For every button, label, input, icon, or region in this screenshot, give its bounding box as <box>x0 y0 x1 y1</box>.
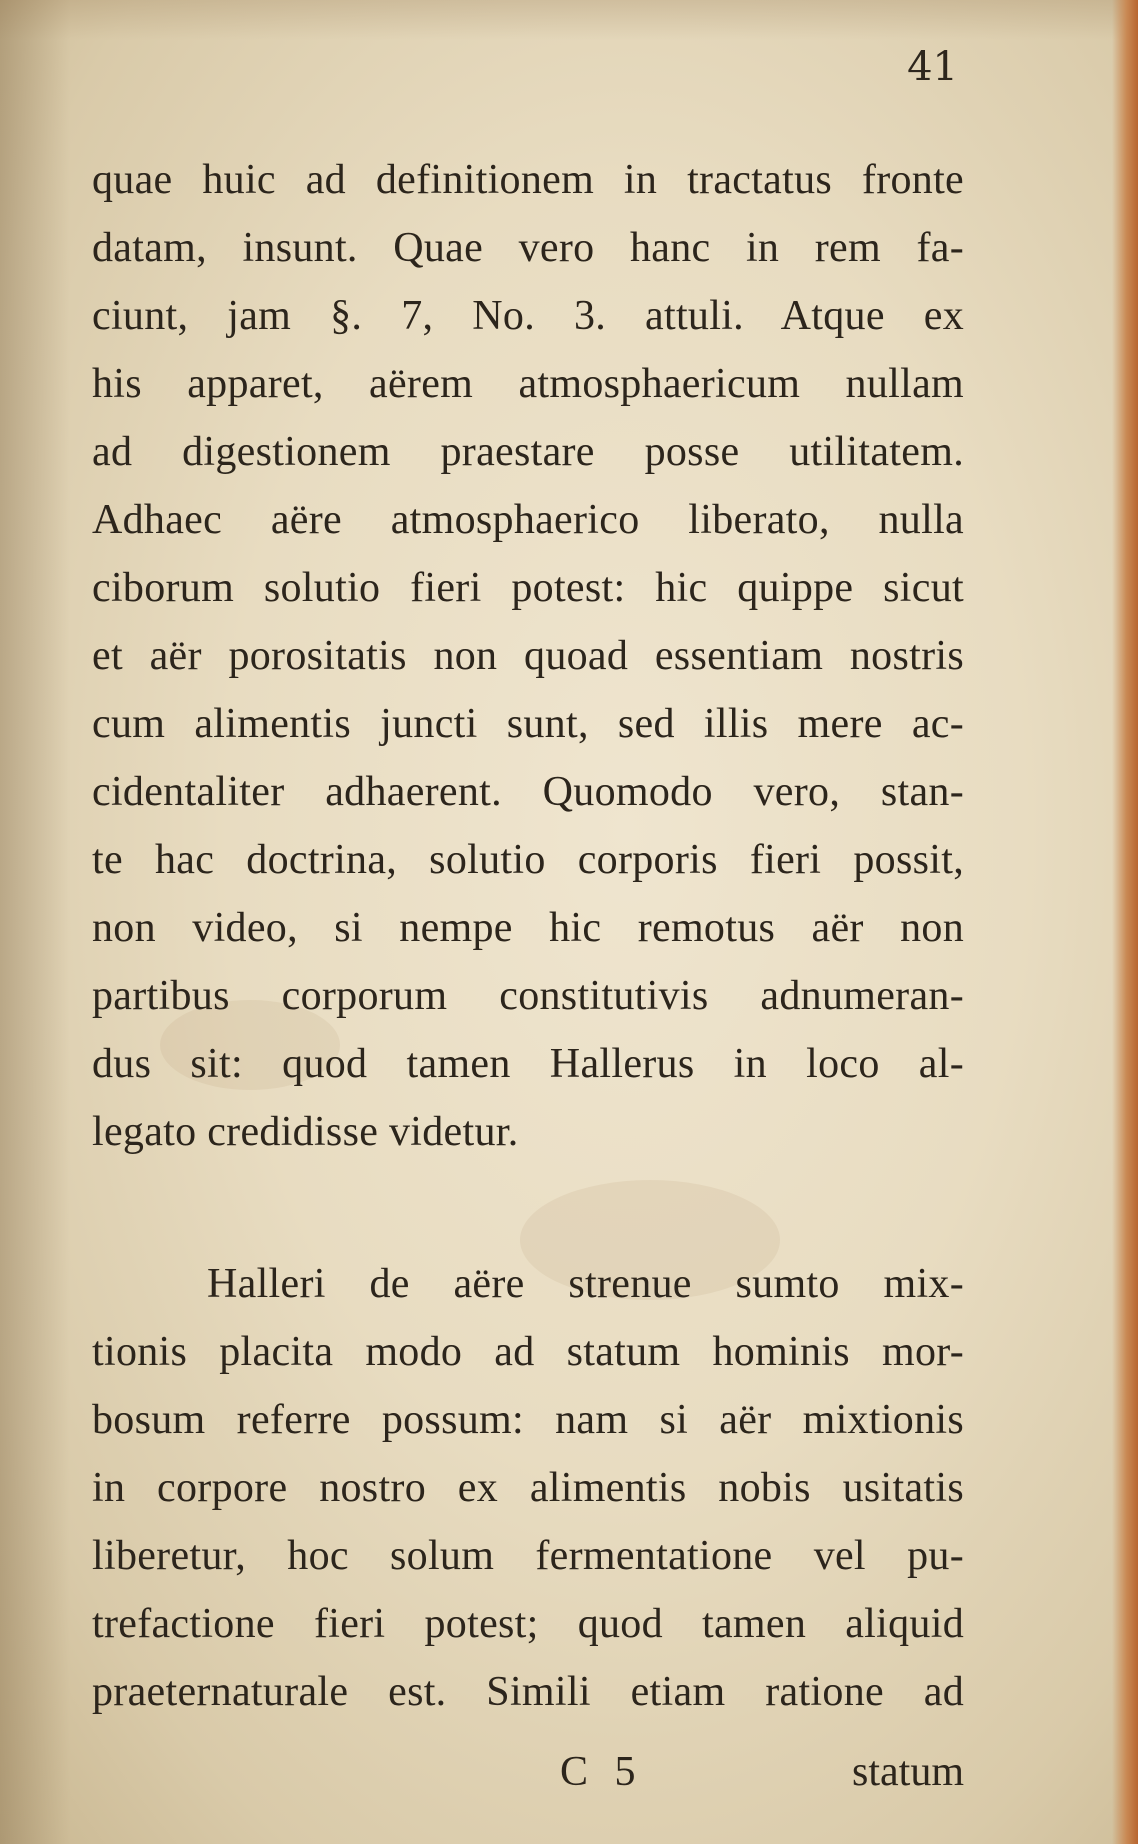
text-line: ciunt, jam §. 7, No. 3. attuli. Atque ex <box>92 293 964 339</box>
spine-shadow <box>0 0 70 1844</box>
text-line: ad digestionem praestare posse utilitatem. <box>92 429 964 475</box>
text-line: in corpore nostro ex alimentis nobis usitatis <box>92 1465 964 1511</box>
paragraph-2 <box>92 1250 964 1726</box>
page-number: 41 <box>907 44 958 90</box>
text-line: his apparet, aërem atmosphaericum nullam <box>92 361 964 407</box>
page-footer <box>92 1738 964 1806</box>
page-edge <box>1112 0 1138 1844</box>
text-line: trefactione fieri potest; quod tamen aliquid <box>92 1601 964 1647</box>
text-line: quae huic ad definitionem in tractatus fronte <box>92 157 964 203</box>
text-line: ciborum solutio fieri potest: hic quippe sicut <box>92 565 964 611</box>
signature-mark: C 5 <box>560 1749 644 1795</box>
text-line: Adhaec aëre atmosphaerico liberato, nulla <box>92 497 964 543</box>
text-line: cum alimentis juncti sunt, sed illis mere ac- <box>92 701 964 747</box>
text-line: tionis placita modo ad statum hominis mor- <box>92 1329 964 1375</box>
text-line: te hac doctrina, solutio corporis fieri possit, <box>92 837 964 883</box>
text-line: Halleri de aëre strenue sumto mix- <box>207 1261 964 1307</box>
text-line: et aër porositatis non quoad essentiam nostris <box>92 633 964 679</box>
text-line: praeternaturale est. Simili etiam ratione ad <box>92 1669 964 1715</box>
top-edge-shading <box>0 0 1138 40</box>
paragraph-1 <box>92 146 964 1166</box>
text-line: liberetur, hoc solum fermentatione vel pu- <box>92 1533 964 1579</box>
text-line: cidentaliter adhaerent. Quomodo vero, stan- <box>92 769 964 815</box>
text-line: partibus corporum constitutivis adnumeran- <box>92 973 964 1019</box>
text-line: non video, si nempe hic remotus aër non <box>92 905 964 951</box>
text-line: bosum referre possum: nam si aër mixtionis <box>92 1397 964 1443</box>
text-line: legato credidisse videtur. <box>92 1109 519 1155</box>
catchword: statum <box>852 1749 964 1795</box>
text-line: datam, insunt. Quae vero hanc in rem fa- <box>92 225 964 271</box>
text-line: dus sit: quod tamen Hallerus in loco al- <box>92 1041 964 1087</box>
